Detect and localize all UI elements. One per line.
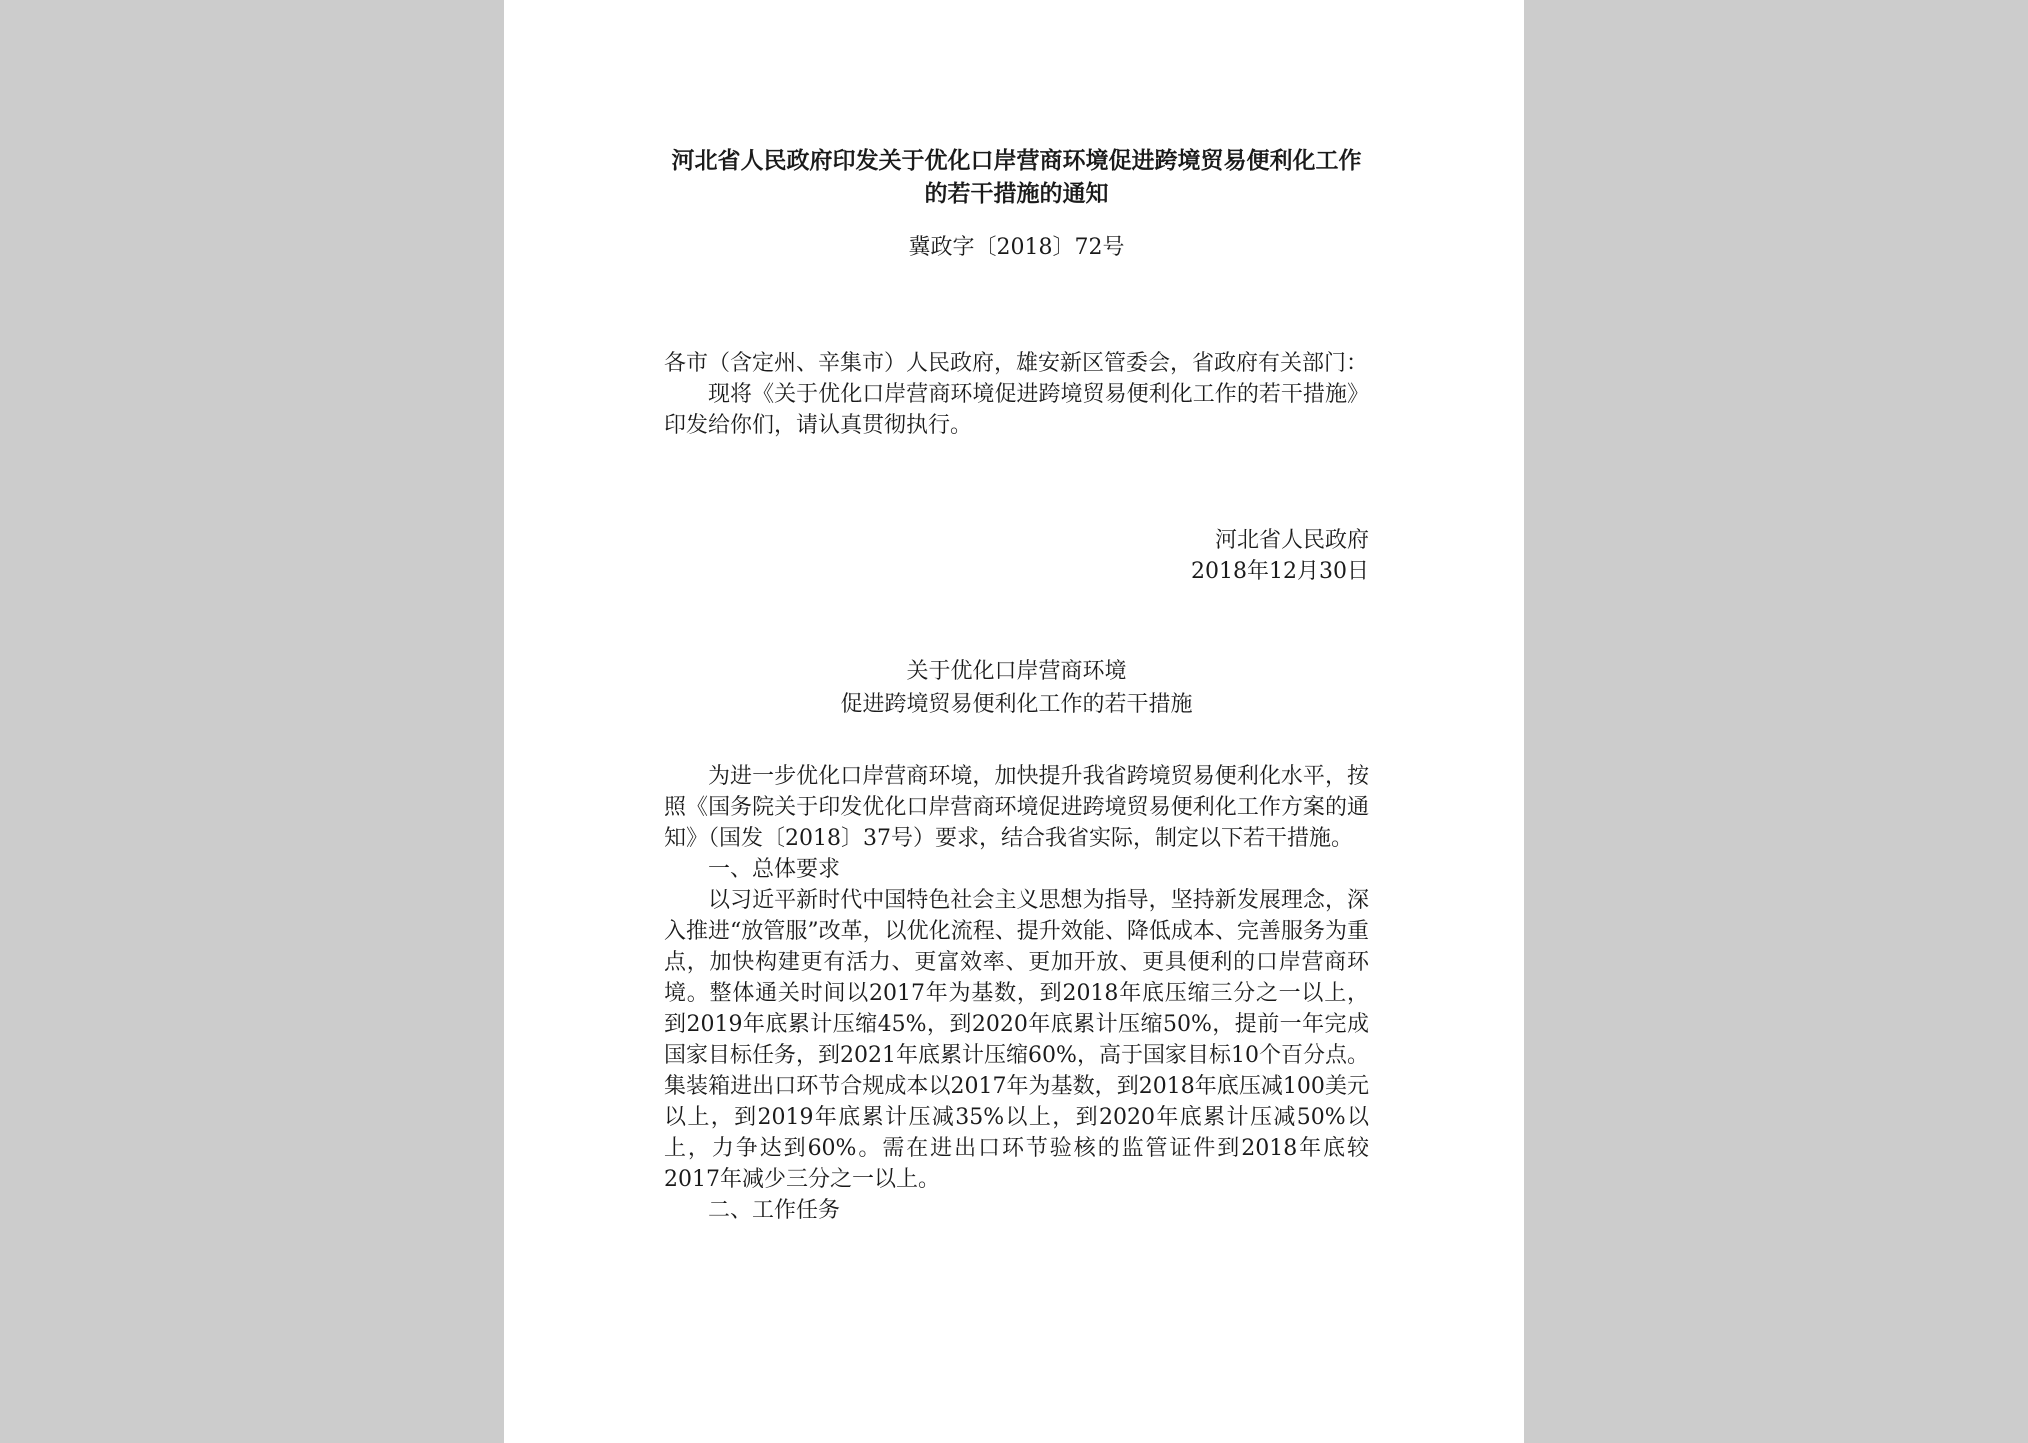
signature-org: 河北省人民政府 (1214, 528, 1369, 553)
attachment-title-line2: 促进跨境贸易便利化工作的若干措施 (840, 692, 1193, 717)
intro-paragraph: 为进一步优化口岸营商环境，加快提升我省跨境贸易便利化水平，按照《国务院关于印发优化口岸营商环境促进跨境贸易便利化工作方案的通知》（国发〔2018〕37号）要求，结合我省实际，制定以下若干措施。 (664, 764, 1369, 851)
document-title: 河北省人民政府印发关于优化口岸营商环境促进跨境贸易便利化工作的若干措施的通知 (671, 148, 1362, 207)
document-number: 冀政字〔2018〕72号 (908, 235, 1125, 260)
section-body-1: 以习近平新时代中国特色社会主义思想为指导，坚持新发展理念，深入推进“放管服”改革，以优化流程、提升效能、降低成本、完善服务为重点，加快构建更有活力、更富效率、更加开放、更具便利的口岸营商环境。整体通关时间以2017年为基数，到2018年底压缩三分之一以上，到2019年底累计压缩45%，到2020年底累计压缩50%，提前一年完成国家目标任务，到2021年底累计压缩60%，高于国家目标10个百分点。集装箱进出口环节合规成本以2017年为基数，到2018年底压减100美元以上，到2019年底累计压减35%以上，到2020年底累计压减50%以上，力争达到60%。需在进出口环节验核的监管证件到2018年底较2017年减少三分之一以上。 (664, 888, 1369, 1192)
section-heading-1: 一、总体要求 (708, 857, 841, 882)
document-content (664, 145, 1369, 1226)
notice-body: 现将《关于优化口岸营商环境促进跨境贸易便利化工作的若干措施》印发给你们，请认真贯彻执行。 (664, 382, 1369, 438)
signature-date: 2018年12月30日 (1191, 559, 1369, 584)
document-page (504, 0, 1524, 1443)
section-heading-2: 二、工作任务 (708, 1198, 841, 1223)
addressee: 各市（含定州、辛集市）人民政府，雄安新区管委会，省政府有关部门： (664, 351, 1369, 376)
attachment-title-line1: 关于优化口岸营商环境 (906, 659, 1127, 684)
